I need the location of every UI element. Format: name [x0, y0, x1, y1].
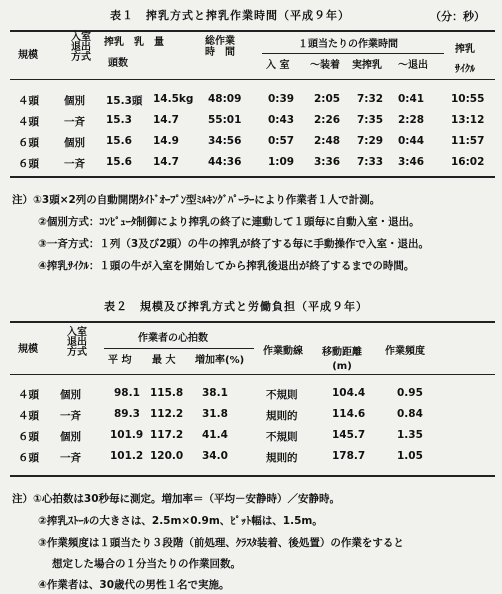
t1-r1-exit: 2:28 — [398, 114, 425, 126]
t2-r1-avg: 89.3 — [114, 408, 140, 420]
t1-r0-enter: 0:39 — [268, 93, 295, 105]
t1-r1-cycle: 13:12 — [451, 114, 485, 126]
t1-note-1: 注）①3頭×2列の自動開閉ﾀｲﾄﾞｵｰﾌﾟﾝ型ﾐﾙｷﾝｸﾞﾊﾟｰﾗｰにより作業者１人で計測。 — [12, 194, 381, 206]
t2-r2-method: 個別 — [60, 431, 81, 443]
t1-per-head-underline — [262, 53, 444, 54]
t1-r2-total: 34:56 — [208, 135, 242, 147]
t1-r1-scale: ４頭 — [18, 116, 39, 128]
t2-note-2: ②搾乳ｽﾄｰﾙの大きさは、2.5m×0.9m、ﾋﾟｯﾄ幅は、1.5m。 — [38, 515, 323, 527]
t2-r0-distance: 104.4 — [332, 387, 366, 399]
t2-r2-freq: 1.35 — [397, 429, 423, 441]
t1-header-exit: ～退出 — [398, 60, 428, 71]
t2-note-3: ③作業頻度は１頭当たり３段階（前処理、ｸﾗｽﾀ装着、後処置）の作業をすると — [38, 537, 404, 549]
t2-r2-rate: 41.4 — [202, 429, 228, 441]
t2-r0-scale: ４頭 — [18, 389, 39, 401]
t2-r2-max: 117.2 — [150, 429, 184, 441]
t2-r0-freq: 0.95 — [397, 387, 423, 399]
t1-r3-exit: 3:46 — [398, 156, 425, 168]
t1-note-3: ③一斉方式：１列（3及び2頭）の牛の搾乳が終了する毎に手動操作で入室・退出。 — [38, 238, 430, 250]
t2-header-max: 最 大 — [152, 355, 176, 366]
t1-r3-cycle: 16:02 — [451, 156, 485, 168]
t1-header-total — [205, 36, 235, 58]
t2-r1-motion: 規則的 — [266, 410, 298, 422]
table2-top-rule — [10, 321, 495, 323]
t2-header-method — [60, 328, 94, 358]
t2-r1-scale: ４頭 — [18, 410, 39, 422]
t1-header-attach: ～装着 — [310, 60, 340, 71]
t2-r3-max: 120.0 — [150, 450, 184, 462]
t2-header-distance-l2: (m) — [332, 361, 352, 372]
table1-bottom-rule — [10, 176, 495, 178]
t1-r3-scale: ６頭 — [18, 158, 39, 170]
t1-r2-milking: 7:29 — [357, 135, 384, 147]
t2-r3-avg: 101.2 — [110, 450, 144, 462]
t1-header-method — [64, 33, 98, 63]
t2-header-motion: 作業動線 — [263, 346, 303, 357]
t2-r3-scale: ６頭 — [18, 452, 39, 464]
t1-r1-milking: 7:35 — [357, 114, 384, 126]
table2-bottom-rule — [10, 475, 495, 477]
t2-r3-distance: 178.7 — [332, 450, 366, 462]
table1-header-rule — [10, 79, 495, 80]
t2-r3-motion: 規則的 — [266, 452, 298, 464]
t2-heart-underline — [104, 348, 254, 349]
t1-r0-milking: 7:32 — [357, 93, 384, 105]
t1-r3-milk: 14.7 — [153, 156, 179, 168]
t2-r3-method: 一斉 — [60, 452, 81, 464]
t1-header-method-l2: 退出 — [71, 42, 91, 53]
t1-r1-milk: 14.7 — [153, 114, 179, 126]
t1-header-cycle-l2: ｻｲｸﾙ — [455, 64, 475, 75]
t1-r0-attach: 2:05 — [314, 93, 341, 105]
t2-header-method-l1: 入室 — [67, 327, 87, 338]
t2-header-distance — [322, 346, 362, 374]
t1-r2-scale: ６頭 — [18, 137, 39, 149]
t1-r0-milk: 14.5kg — [153, 93, 194, 105]
table2-title: 表２ 規模及び搾乳方式と労働負担（平成９年） — [104, 300, 368, 313]
table1-unit: （分：秒） — [430, 10, 485, 23]
t1-r3-heads: 15.6 — [106, 156, 132, 168]
t2-note-3-cont: 想定した場合の１分当たりの作業回数。 — [52, 558, 241, 570]
t2-header-distance-l1: 移動距離 — [322, 347, 362, 358]
t2-r1-freq: 0.84 — [397, 408, 423, 420]
t1-r0-exit: 0:41 — [398, 93, 425, 105]
t1-r3-enter: 1:09 — [268, 156, 295, 168]
table1-title: 表１ 搾乳方式と搾乳作業時間（平成９年） — [110, 9, 350, 22]
t1-header-per-head: １頭当たりの作業時間 — [298, 39, 398, 50]
t1-header-total-l1: 総作業 — [205, 36, 235, 47]
t1-header-total-l2: 時 間 — [205, 47, 235, 58]
t1-r0-method: 個別 — [64, 95, 85, 107]
t2-note-1: 注）①心拍数は30秒毎に測定。増加率＝（平均－安静時）／安静時。 — [12, 493, 341, 505]
t2-header-freq: 作業頻度 — [385, 346, 425, 357]
t1-r1-attach: 2:26 — [314, 114, 341, 126]
t2-r1-distance: 114.6 — [332, 408, 366, 420]
t2-r1-method: 一斉 — [60, 410, 81, 422]
table2-header-rule — [10, 374, 495, 375]
t2-header-heart-group: 作業者の心拍数 — [138, 333, 208, 344]
t2-r0-avg: 98.1 — [114, 387, 140, 399]
t1-r0-total: 48:09 — [208, 93, 242, 105]
t2-r1-max: 112.2 — [150, 408, 184, 420]
t1-r1-method: 一斉 — [64, 116, 85, 128]
t1-note-2: ②個別方式：ｺﾝﾋﾟｭｰﾀ制御により搾乳の終了に連動して１頭毎に自動入室・退出。 — [38, 216, 420, 228]
t2-r1-rate: 31.8 — [202, 408, 228, 420]
t1-r2-heads: 15.6 — [106, 135, 132, 147]
t2-r0-max: 115.8 — [150, 387, 184, 399]
t2-r0-method: 個別 — [60, 389, 81, 401]
t2-header-avg: 平 均 — [108, 355, 132, 366]
t1-header-milk-group: 搾乳 乳 量 — [104, 37, 164, 48]
t1-r3-total: 44:36 — [208, 156, 242, 168]
t1-r2-milk: 14.9 — [153, 135, 179, 147]
t1-r3-milking: 7:33 — [357, 156, 384, 168]
t1-r3-attach: 3:36 — [314, 156, 341, 168]
t2-r3-rate: 34.0 — [202, 450, 228, 462]
t1-r2-attach: 2:48 — [314, 135, 341, 147]
t2-r2-avg: 101.9 — [110, 429, 144, 441]
t1-header-scale: 規模 — [18, 50, 38, 61]
t1-header-method-l1: 入室 — [71, 32, 91, 43]
t1-header-method-l3: 方式 — [71, 52, 91, 63]
t2-header-rate: 増加率(%) — [195, 355, 245, 366]
t2-r3-freq: 1.05 — [397, 450, 423, 462]
t1-header-cycle-l1: 搾乳 — [455, 44, 475, 55]
t1-r2-exit: 0:44 — [398, 135, 425, 147]
t2-header-scale: 規模 — [18, 344, 38, 355]
t1-r1-enter: 0:43 — [268, 114, 295, 126]
t2-note-4: ④作業者は、30歳代の男性１名で実施。 — [38, 579, 230, 591]
t1-r0-cycle: 10:55 — [451, 93, 485, 105]
t2-header-method-l2: 退出 — [67, 337, 87, 348]
t1-r2-cycle: 11:57 — [451, 135, 485, 147]
t1-header-heads: 頭数 — [108, 58, 128, 69]
t1-r2-method: 個別 — [64, 137, 85, 149]
t2-r0-rate: 38.1 — [202, 387, 228, 399]
t2-r2-scale: ６頭 — [18, 431, 39, 443]
t2-r2-motion: 不規則 — [266, 431, 298, 443]
t2-r0-motion: 不規則 — [266, 389, 298, 401]
t1-r0-heads: 15.3頭 — [106, 95, 143, 107]
t1-r1-total: 55:01 — [208, 114, 242, 126]
t2-r2-distance: 145.7 — [332, 429, 366, 441]
t1-r0-scale: ４頭 — [18, 95, 39, 107]
t1-r1-heads: 15.3 — [106, 114, 132, 126]
t1-header-cycle — [455, 40, 475, 80]
t1-header-milking: 実搾乳 — [352, 60, 382, 71]
t1-note-4: ④搾乳ｻｲｸﾙ：１頭の牛が入室を開始してから搾乳後退出が終了するまでの時間。 — [38, 260, 415, 272]
t1-r2-enter: 0:57 — [268, 135, 295, 147]
t1-header-enter: 入 室 — [266, 60, 290, 71]
t1-r3-method: 一斉 — [64, 158, 85, 170]
t2-header-method-l3: 方式 — [67, 347, 87, 358]
